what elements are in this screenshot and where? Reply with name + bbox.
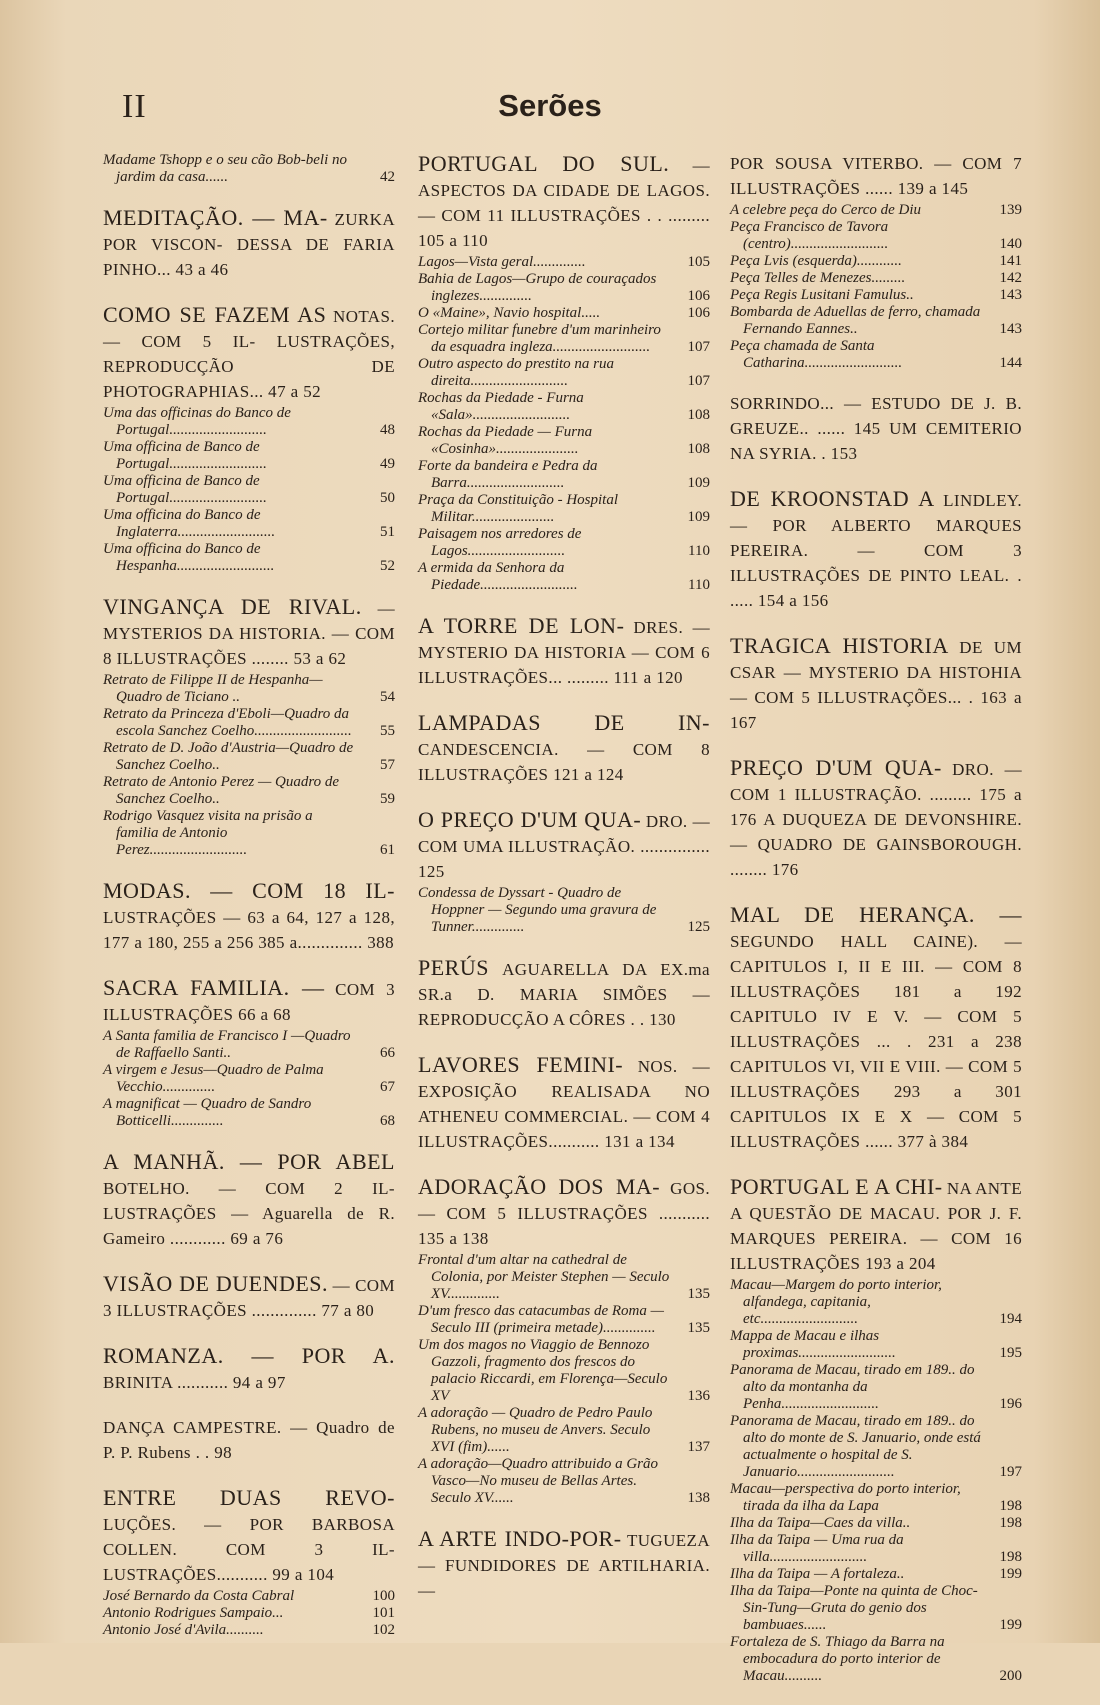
entry-heading — [418, 1175, 710, 1252]
illustration-line — [418, 271, 710, 305]
illustration-page: 110 — [688, 543, 710, 559]
illustration-page: 137 — [687, 1439, 710, 1455]
illustration-title: Peça Regis Lusitani Famulus.. — [730, 287, 914, 303]
illustration-page: 199 — [999, 1617, 1022, 1633]
illustration-title: Fortaleza de S. Thiago da Barra na embocadura do porto interior de Macau.......... — [730, 1634, 945, 1684]
illustration-title: A virgem e Jesus—Quadro de Palma Vecchio.............. — [103, 1062, 324, 1095]
illustration-page: 100 — [372, 1588, 395, 1604]
illustration-line — [418, 526, 710, 560]
illustration-line — [103, 1588, 395, 1605]
running-head: Serões — [498, 88, 602, 123]
illustration-line — [418, 492, 710, 526]
entry-heading — [103, 206, 395, 283]
illustration-title: Forte da bandeira e Pedra da Barra.......................... — [418, 458, 598, 491]
entry-details: NOS. — EXPOSIÇÃO REALISADA NO ATHENEU COMMERCIAL. — COM 4 ILLUSTRAÇÕES........... 131 a 134 — [418, 1057, 710, 1151]
index-entry — [103, 1486, 395, 1639]
illustration-line — [730, 270, 1022, 287]
illustration-line — [103, 740, 395, 774]
entry-title: ROMANZA. — POR A. — [103, 1343, 395, 1368]
illustration-line — [103, 1622, 395, 1639]
illustration-title: Ilha da Taipa—Caes da villa.. — [730, 1515, 911, 1531]
illustration-page: 109 — [687, 475, 710, 491]
entry-title: TRAGICA HISTORIA — [730, 633, 949, 658]
index-column-2 — [418, 152, 710, 1624]
illustration-title: Macau—Margem do porto interior, alfandega, capitania, etc.......................... — [730, 1277, 942, 1327]
illustration-page: 125 — [687, 919, 710, 935]
index-entry — [103, 1344, 395, 1396]
illustration-page: 49 — [380, 456, 395, 472]
entry-heading — [103, 303, 395, 405]
illustration-page: 52 — [380, 558, 395, 574]
illustration-title: Madame Tshopp e o seu cão Bob-beli no jardim da casa...... — [103, 152, 347, 185]
illustration-title: A celebre peça do Cerco de Diu — [730, 202, 922, 218]
entry-heading — [418, 614, 710, 691]
illustration-title: O «Maine», Navio hospital..... — [418, 305, 601, 321]
illustration-line — [730, 338, 1022, 372]
entry-details: LUSTRAÇÕES — 63 a 64, 127 a 128, 177 a 180, 255 a 256 385 a.............. 388 — [103, 908, 395, 952]
entry-details: DANÇA CAMPESTRE. — Quadro de P. P. Rubens . . 98 — [103, 1418, 395, 1462]
entry-heading — [103, 1416, 395, 1466]
index-entry — [418, 956, 710, 1033]
index-entry — [730, 152, 1022, 372]
illustration-line — [730, 1328, 1022, 1362]
illustration-page: 106 — [687, 288, 710, 304]
illustration-title: Frontal d'um altar na cathedral de Colonia, por Meister Stephen — Seculo XV.............. — [418, 1252, 670, 1302]
illustration-line — [103, 1028, 395, 1062]
entry-title: A ARTE INDO-POR- — [418, 1526, 622, 1551]
illustration-title: Paisagem nos arredores de Lagos.......................... — [418, 526, 582, 559]
illustration-line — [418, 1303, 710, 1337]
illustration-page: 108 — [687, 441, 710, 457]
entry-details: BRINITA ........... 94 a 97 — [103, 1373, 286, 1392]
entry-heading — [730, 756, 1022, 883]
index-entry — [103, 152, 395, 186]
index-entry — [103, 976, 395, 1130]
illustration-page: 66 — [380, 1045, 395, 1061]
entry-title: VINGANÇA DE RIVAL. — [103, 594, 362, 619]
entry-details: LINDLEY. — POR ALBERTO MARQUES PEREIRA. — COM 3 ILLUSTRAÇÕES DE PINTO LEAL. . ..... 154 a 156 — [730, 491, 1022, 610]
entry-title: VISÃO DE DUENDES. — [103, 1271, 329, 1296]
entry-details: CANDESCENCIA. — COM 8 ILLUSTRAÇÕES 121 a 124 — [418, 740, 710, 784]
illustration-line — [730, 219, 1022, 253]
index-entry — [730, 756, 1022, 883]
entry-heading — [103, 595, 395, 672]
index-entry — [103, 303, 395, 575]
entry-heading — [418, 1527, 710, 1604]
entry-heading — [103, 976, 395, 1028]
illustration-line — [103, 152, 395, 186]
entry-title: COMO SE FAZEM AS — [103, 302, 327, 327]
illustration-title: Cortejo militar funebre d'um marinheiro da esquadra ingleza.......................... — [418, 322, 661, 355]
entry-title: MODAS. — COM 18 IL- — [103, 878, 395, 903]
entry-details: TUGUEZA — FUNDIDORES DE ARTILHARIA. — — [418, 1531, 710, 1600]
entry-heading — [730, 1175, 1022, 1277]
entry-title: PORTUGAL DO SUL. — [418, 151, 670, 176]
entry-heading — [103, 1272, 395, 1324]
illustration-line — [418, 560, 710, 594]
entry-details: POR SOUSA VITERBO. — COM 7 ILLUSTRAÇÕES ...... 139 a 145 — [730, 154, 1022, 198]
entry-title: A MANHÃ. — POR ABEL — [103, 1149, 395, 1174]
index-entry — [730, 392, 1022, 467]
entry-heading — [418, 1053, 710, 1155]
illustration-line — [418, 424, 710, 458]
illustration-title: Um dos magos no Viaggio de Bennozo Gazzoli, fragmento dos frescos do palacio Riccardi, em Florença—Seculo XV — [418, 1337, 668, 1404]
illustration-title: Uma das officinas do Banco de Portugal.......................... — [103, 405, 291, 438]
illustration-line — [730, 1566, 1022, 1583]
index-entry — [418, 1175, 710, 1507]
illustration-line — [730, 287, 1022, 304]
illustration-page: 67 — [380, 1079, 395, 1095]
entry-heading — [418, 152, 710, 254]
illustration-line — [418, 1337, 710, 1405]
illustration-title: José Bernardo da Costa Cabral — [103, 1588, 295, 1604]
illustration-page: 144 — [999, 355, 1022, 371]
illustration-page: 197 — [999, 1464, 1022, 1480]
illustration-title: Rochas da Piedade - Furna «Sala».......................... — [418, 390, 584, 423]
illustration-line — [103, 439, 395, 473]
illustration-line — [418, 458, 710, 492]
entry-details: LUÇÕES. — POR BARBOSA COLLEN. COM 3 IL- LUSTRAÇÕES........... 99 a 104 — [103, 1515, 395, 1584]
entry-title: ADORAÇÃO DOS MA- — [418, 1174, 661, 1199]
entry-title: ENTRE DUAS REVO- — [103, 1485, 395, 1510]
illustration-title: Praça da Constituição - Hospital Militar...................... — [418, 492, 618, 525]
illustration-title: Ilha da Taipa—Ponte na quinta de Choc-Sin-Tung—Gruta do genio dos bambuaes...... — [730, 1583, 978, 1633]
illustration-title: Peça chamada de Santa Catharina.......................... — [730, 338, 903, 371]
illustration-title: Uma officina de Banco de Portugal.......................... — [103, 439, 267, 472]
illustration-page: 109 — [687, 509, 710, 525]
illustration-line — [418, 1252, 710, 1303]
illustration-line — [103, 1605, 395, 1622]
illustration-page: 102 — [372, 1622, 395, 1638]
entry-heading — [103, 1486, 395, 1588]
illustration-line — [418, 254, 710, 271]
illustration-line — [730, 304, 1022, 338]
illustration-title: Uma officina de Banco de Portugal.......................... — [103, 473, 267, 506]
illustration-page: 142 — [999, 270, 1022, 286]
entry-heading — [418, 711, 710, 788]
illustration-line — [730, 1413, 1022, 1481]
illustration-title: Peça Lvis (esquerda)............ — [730, 253, 902, 269]
illustration-page: 105 — [687, 254, 710, 270]
illustration-line — [103, 507, 395, 541]
illustration-title: Retrato de D. João d'Austria—Quadro de Sanchez Coelho.. — [103, 740, 354, 773]
illustration-line — [103, 774, 395, 808]
illustration-page: 50 — [380, 490, 395, 506]
entry-title: MEDITAÇÃO. — MA- — [103, 205, 328, 230]
illustration-title: Macau—perspectiva do porto interior, tirada da ilha da Lapa — [730, 1481, 961, 1514]
illustration-page: 198 — [999, 1515, 1022, 1531]
entry-heading — [730, 392, 1022, 467]
illustration-page: 198 — [999, 1498, 1022, 1514]
illustration-line — [418, 305, 710, 322]
illustration-page: 48 — [380, 422, 395, 438]
illustration-title: D'um fresco das catacumbas de Roma — Seculo III (primeira metade).............. — [418, 1303, 664, 1336]
illustration-title: Peça Francisco de Tavora (centro).......................... — [730, 219, 889, 252]
entry-details: — MYSTERIOS DA HISTORIA. — COM 8 ILLUSTRAÇÕES ........ 53 a 62 — [103, 599, 395, 668]
illustration-title: Retrato da Princeza d'Eboli—Quadro da escola Sanchez Coelho.......................... — [103, 706, 352, 739]
illustration-line — [103, 808, 395, 859]
illustration-title: A ermida da Senhora da Piedade.......................... — [418, 560, 578, 593]
entry-title: PORTUGAL E A CHI- — [730, 1174, 943, 1199]
illustration-page: 135 — [687, 1320, 710, 1336]
illustration-title: Retrato de Filippe II de Hespanha—Quadro de Ticiano .. — [103, 672, 323, 705]
illustration-page: 139 — [999, 202, 1022, 218]
illustration-page: 140 — [999, 236, 1022, 252]
illustration-title: Bombarda de Aduellas de ferro, chamada Fernando Eannes.. — [730, 304, 981, 337]
index-entry — [103, 1416, 395, 1466]
illustration-line — [103, 706, 395, 740]
entry-heading — [730, 487, 1022, 614]
illustration-page: 196 — [999, 1396, 1022, 1412]
illustration-title: Outro aspecto do prestito na rua direita.......................... — [418, 356, 614, 389]
illustration-line — [103, 541, 395, 575]
illustration-page: 198 — [999, 1549, 1022, 1565]
illustration-page: 194 — [999, 1311, 1022, 1327]
illustration-page: 59 — [380, 791, 395, 807]
illustration-title: Uma officina do Banco de Hespanha.......................... — [103, 541, 275, 574]
entry-details: NA ANTE A QUESTÃO DE MACAU. POR J. F. MARQUES PEREIRA. — COM 16 ILLUSTRAÇÕES 193 a 204 — [730, 1179, 1022, 1273]
index-entry — [418, 1527, 710, 1604]
index-entry — [103, 1150, 395, 1252]
entry-details: — COM 3 ILLUSTRAÇÕES .............. 77 a 80 — [103, 1276, 396, 1320]
illustration-page: 141 — [999, 253, 1022, 269]
entry-heading — [103, 879, 395, 956]
illustration-page: 107 — [687, 373, 710, 389]
entry-title: PERÚS — [418, 955, 489, 980]
index-entry — [418, 808, 710, 936]
index-column-1 — [103, 152, 395, 1659]
illustration-title: Lagos—Vista geral.............. — [418, 254, 586, 270]
illustration-page: 143 — [999, 287, 1022, 303]
entry-details: AGUARELLA DA EX.ma SR.a D. MARIA SIMÕES — REPRODUCÇÃO A CÔRES . . 130 — [418, 960, 710, 1029]
illustration-title: Antonio Rodrigues Sampaio... — [103, 1605, 284, 1621]
entry-title: A TORRE DE LON- — [418, 613, 625, 638]
entry-details: NOTAS. — COM 5 IL- LUSTRAÇÕES, REPRODUCÇÃO DE PHOTOGRAPHIAS... 47 a 52 — [103, 307, 395, 401]
illustration-line — [418, 322, 710, 356]
illustration-line — [103, 1062, 395, 1096]
illustration-title: Condessa de Dyssart - Quadro de Hoppner — Segundo uma gravura de Tunner.............. — [418, 885, 657, 935]
index-column-3 — [730, 152, 1022, 1705]
entry-details: SEGUNDO HALL CAINE). — CAPITULOS I, II E III. — COM 8 ILLUSTRAÇÕES 181 a 192 CAPITULO IV E V. — COM 5 ILLUSTRAÇÕES ... . 231 a 238 CAPITULOS VI, VII E VIII. — COM 5 ILLUSTRAÇÕES 293 a 301 CAPITULOS IX E X — COM 5 ILLUSTRAÇÕES ...... 377 à 384 — [730, 932, 1022, 1151]
illustration-title: A magnificat — Quadro de Sandro Botticelli.............. — [103, 1096, 312, 1129]
entry-title: MAL DE HERANÇA. — — [730, 902, 1022, 927]
illustration-page: 143 — [999, 321, 1022, 337]
illustration-line — [730, 1532, 1022, 1566]
illustration-page: 61 — [380, 842, 395, 858]
index-entry — [103, 206, 395, 283]
illustration-title: Ilha da Taipa — A fortaleza.. — [730, 1566, 905, 1582]
illustration-line — [730, 1515, 1022, 1532]
illustration-line — [730, 1481, 1022, 1515]
illustration-page: 51 — [380, 524, 395, 540]
illustration-page: 108 — [687, 407, 710, 423]
index-entry — [103, 879, 395, 956]
illustration-line — [418, 885, 710, 936]
illustration-page: 135 — [687, 1286, 710, 1302]
entry-details: COM 3 ILLUSTRAÇÕES 66 a 68 — [103, 980, 395, 1024]
illustration-page: 199 — [999, 1566, 1022, 1582]
entry-title: DE KROONSTAD A — [730, 486, 935, 511]
illustration-title: Rochas da Piedade — Furna «Cosinha»...................... — [418, 424, 593, 457]
illustration-line — [418, 1456, 710, 1507]
entry-details: GOS. — COM 5 ILLUSTRAÇÕES ........... 135 a 138 — [418, 1179, 710, 1248]
illustration-title: Peça Telles de Menezes......... — [730, 270, 906, 286]
illustration-line — [730, 202, 1022, 219]
index-entry — [730, 903, 1022, 1155]
entry-heading — [103, 1344, 395, 1396]
illustration-title: Ilha da Taipa — Uma rua da villa.......................... — [730, 1532, 904, 1565]
page-number: II — [122, 88, 147, 125]
illustration-line — [103, 672, 395, 706]
entry-title: LAMPADAS DE IN- — [418, 710, 710, 735]
index-entry — [418, 152, 710, 594]
illustration-title: A Santa familia de Francisco I —Quadro de Raffaello Santi.. — [103, 1028, 351, 1061]
entry-heading — [418, 808, 710, 885]
entry-heading — [730, 634, 1022, 736]
illustration-line — [418, 1405, 710, 1456]
illustration-line — [730, 1277, 1022, 1328]
entry-heading — [103, 1150, 395, 1252]
illustration-page: 195 — [999, 1345, 1022, 1361]
illustration-page: 110 — [688, 577, 710, 593]
illustration-line — [418, 356, 710, 390]
index-entry — [730, 487, 1022, 614]
entry-title: LAVORES FEMINI- — [418, 1052, 624, 1077]
entry-details: DRO. — COM UMA ILLUSTRAÇÃO. ............... 125 — [418, 812, 710, 881]
illustration-page: 138 — [687, 1490, 710, 1506]
illustration-title: Retrato de Antonio Perez — Quadro de Sanchez Coelho.. — [103, 774, 340, 807]
illustration-page: 136 — [687, 1388, 710, 1404]
illustration-page: 42 — [380, 169, 395, 185]
illustration-title: A adoração — Quadro de Pedro Paulo Rubens, no museu de Anvers. Seculo XVI (fim)...... — [418, 1405, 653, 1455]
index-entry — [418, 711, 710, 788]
index-entry — [103, 1272, 395, 1324]
illustration-line — [730, 253, 1022, 270]
illustration-page: 68 — [380, 1113, 395, 1129]
entry-details: SORRINDO... — ESTUDO DE J. B. GREUZE.. ...... 145 UM CEMITERIO NA SYRIA. . 153 — [730, 394, 1022, 463]
entry-title: PREÇO D'UM QUA- — [730, 755, 942, 780]
entry-details: ZURKA POR VISCON- DESSA DE FARIA PINHO... 43 a 46 — [103, 210, 395, 279]
illustration-title: Uma officina do Banco de Inglaterra.......................... — [103, 507, 276, 540]
entry-heading — [418, 956, 710, 1033]
illustration-page: 101 — [372, 1605, 395, 1621]
index-entry — [730, 634, 1022, 736]
illustration-line — [103, 405, 395, 439]
illustration-page: 107 — [687, 339, 710, 355]
illustration-title: Antonio José d'Avila.......... — [103, 1622, 264, 1638]
index-entry — [730, 1175, 1022, 1685]
illustration-title: Bahia de Lagos—Grupo de couraçados inglezes.............. — [418, 271, 657, 304]
illustration-line — [730, 1362, 1022, 1413]
illustration-title: A adoração—Quadro attribuido a Grão Vasco—No museu de Bellas Artes. Seculo XV...... — [418, 1456, 659, 1506]
entry-heading — [730, 903, 1022, 1155]
illustration-page: 106 — [687, 305, 710, 321]
illustration-title: Rodrigo Vasquez visita na prisão a familia de Antonio Perez.......................... — [103, 808, 313, 858]
entry-details: BOTELHO. — COM 2 IL- LUSTRAÇÕES — Aguarella de R. Gameiro ............ 69 a 76 — [103, 1179, 395, 1248]
illustration-line — [730, 1634, 1022, 1685]
illustration-page: 57 — [380, 757, 395, 773]
illustration-line — [103, 473, 395, 507]
illustration-title: Mappa de Macau e ilhas proximas.......................... — [730, 1328, 896, 1361]
illustration-line — [418, 390, 710, 424]
illustration-line — [103, 1096, 395, 1130]
illustration-page: 55 — [380, 723, 395, 739]
index-entry — [418, 614, 710, 691]
index-entry — [103, 595, 395, 859]
illustration-title: Panorama de Macau, tirado em 189.. do alto da montanha da Penha.......................... — [730, 1362, 975, 1412]
illustration-page: 54 — [380, 689, 395, 705]
entry-title: O PREÇO D'UM QUA- — [418, 807, 642, 832]
illustration-title: Panorama de Macau, tirado em 189.. do alto do monte de S. Januario, onde está actualmente o hospital de S. Januario.......................... — [730, 1413, 981, 1480]
index-entry — [418, 1053, 710, 1155]
entry-heading — [730, 152, 1022, 202]
illustration-line — [730, 1583, 1022, 1634]
entry-title: SACRA FAMILIA. — — [103, 975, 325, 1000]
entry-details: DRES. — MYSTERIO DA HISTORIA — COM 6 ILLUSTRAÇÕES... ......... 111 a 120 — [418, 618, 710, 687]
entry-details: — ASPECTOS DA CIDADE DE LAGOS. — COM 11 ILLUSTRAÇÕES . . ......... 105 a 110 — [418, 156, 710, 250]
entry-details: DRO. — COM 1 ILLUSTRAÇÃO. ......... 175 a 176 A DUQUEZA DE DEVONSHIRE. — QUADRO DE GAINSBOROUGH. ........ 176 — [730, 760, 1023, 879]
illustration-page: 200 — [999, 1668, 1022, 1684]
entry-details: DE UM CSAR — MYSTERIO DA HISTOHIA — COM 5 ILLUSTRAÇÕES... . 163 a 167 — [730, 638, 1023, 732]
